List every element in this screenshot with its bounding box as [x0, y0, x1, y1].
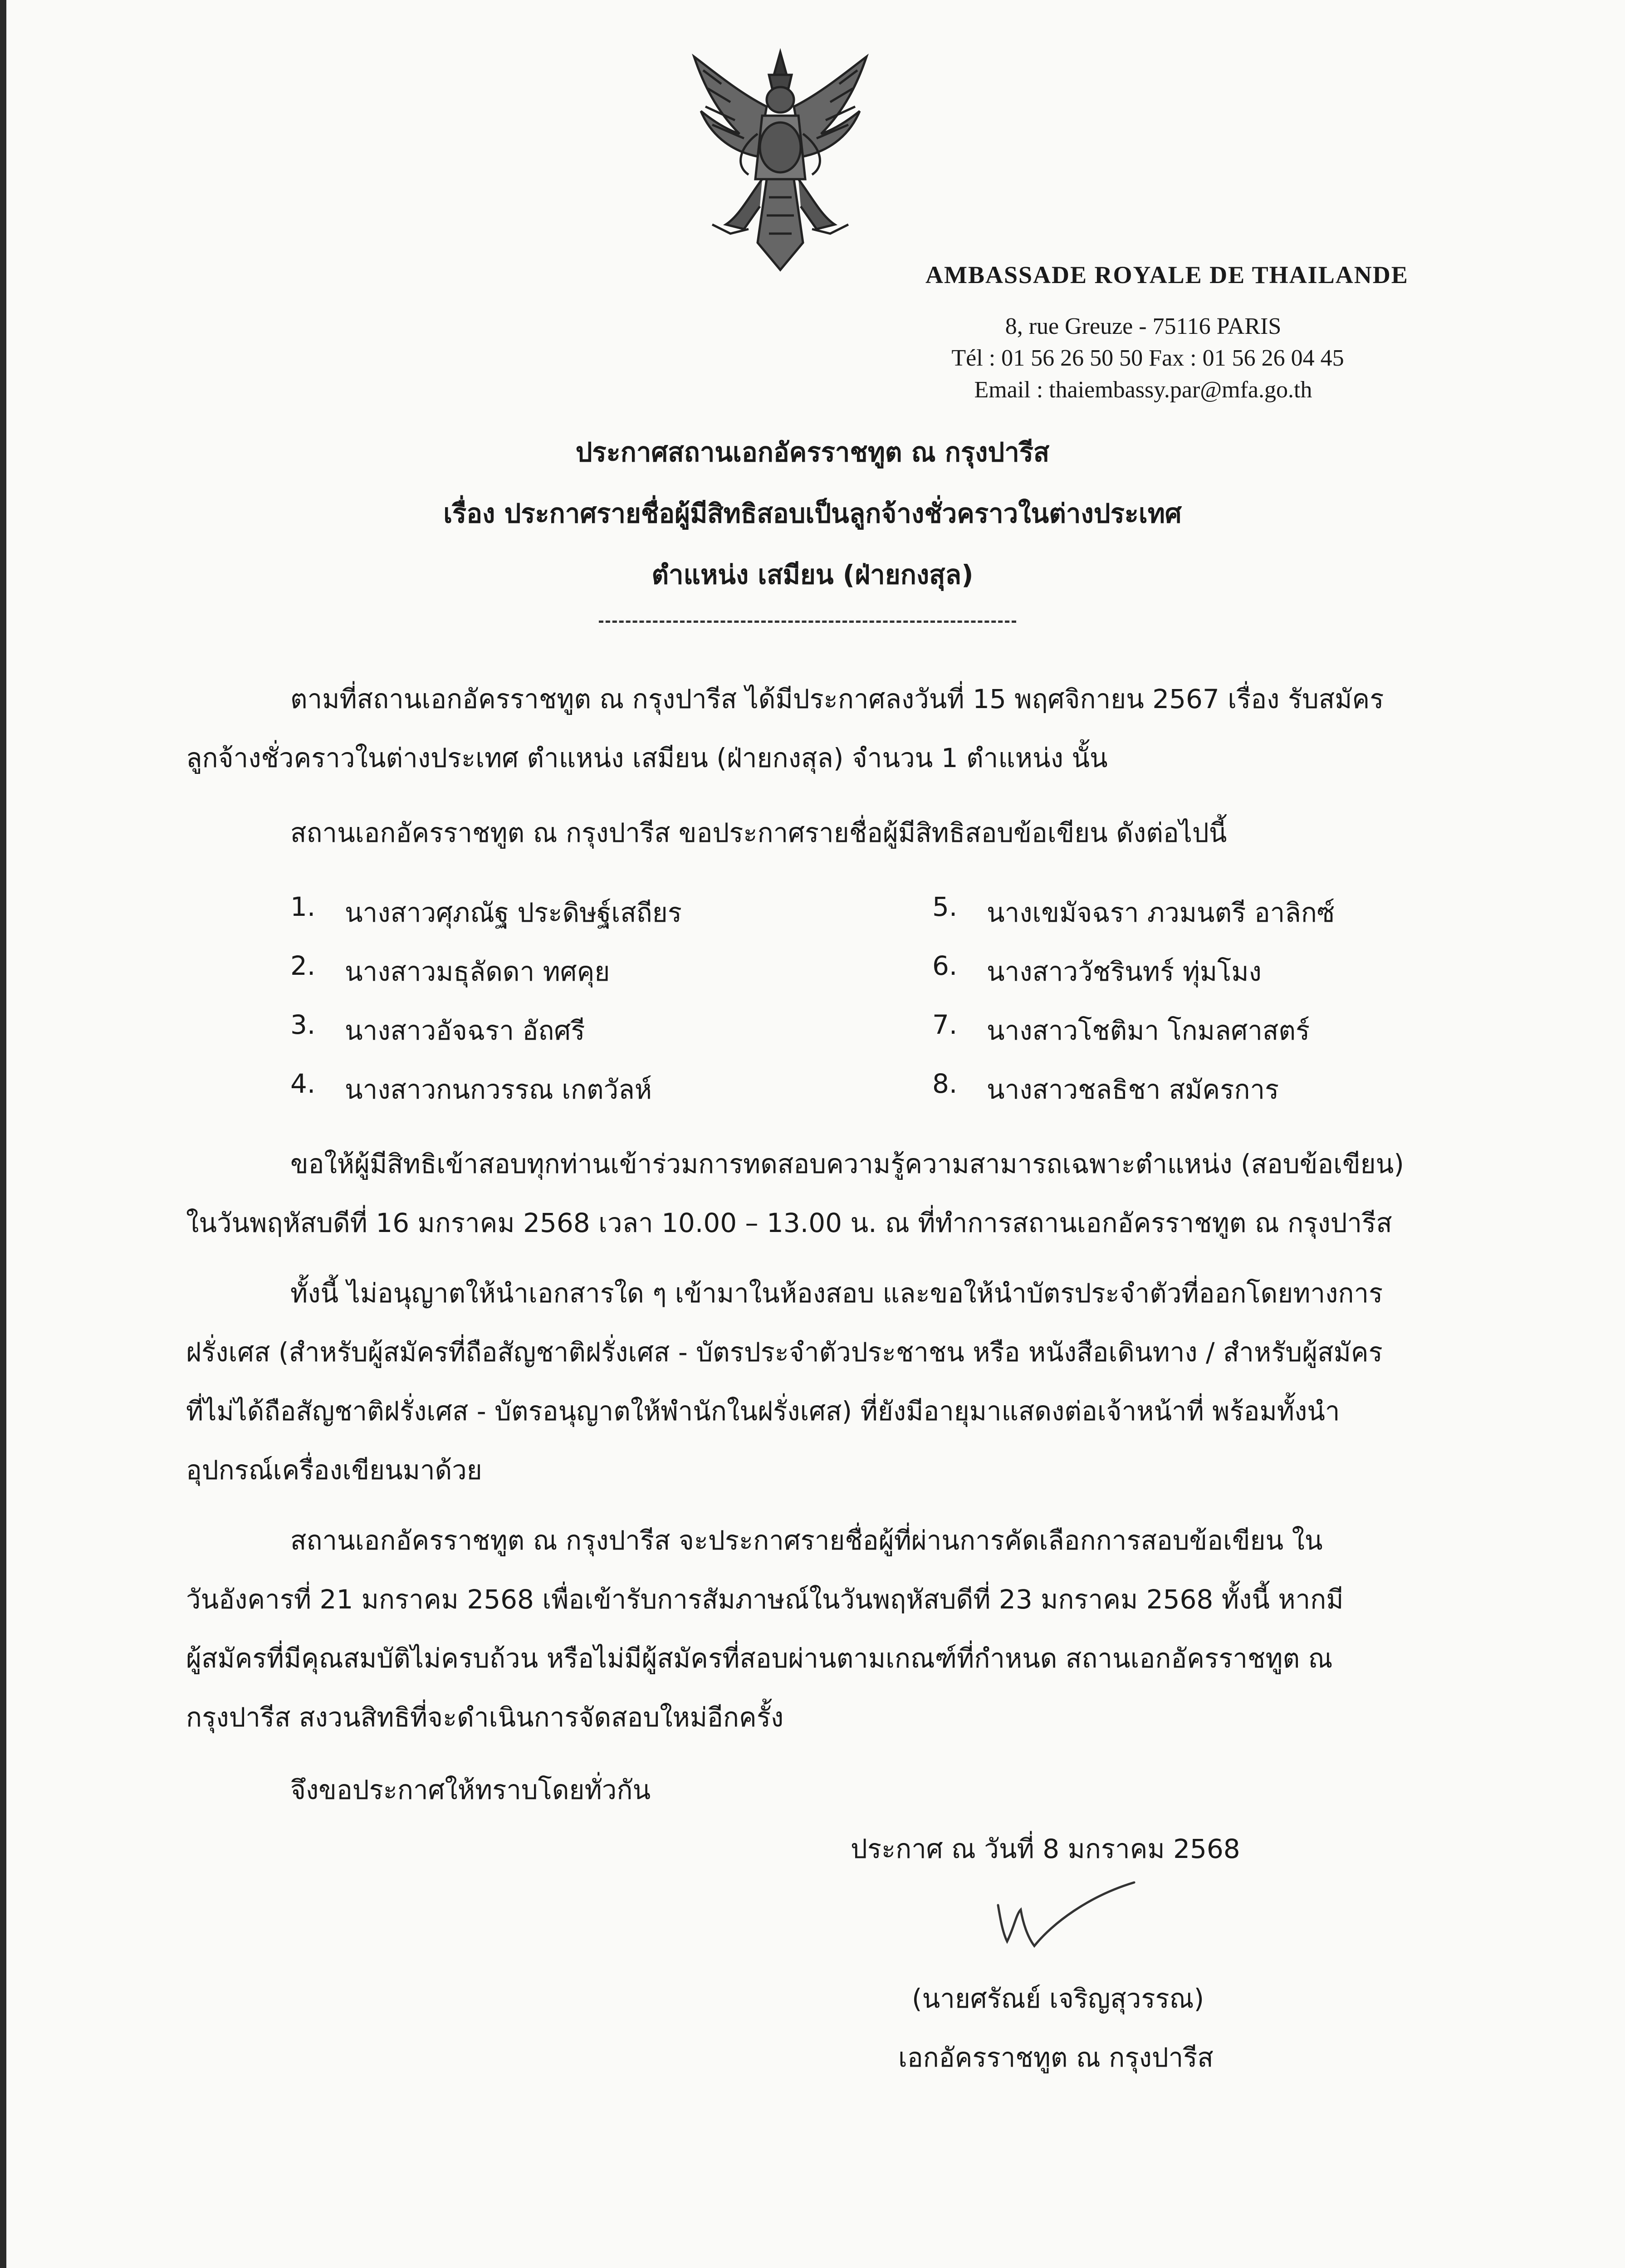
- paragraph-4-line-3: ที่ไม่ได้ถือสัญชาติฝรั่งเศส - บัตรอนุญาตให้พำนักในฝรั่งเศส) ที่ยังมีอายุมาแสดงต่อเจ้าหน้าที่ พร้อมทั้งนำ: [186, 1396, 1340, 1427]
- announcement-subject: เรื่อง ประกาศรายชื่อผู้มีสิทธิสอบเป็นลูกจ้างชั่วคราวในต่างประเทศ: [443, 498, 1182, 529]
- paragraph-4-line-4: อุปกรณ์เครื่องเขียนมาด้วย: [186, 1455, 482, 1486]
- candidate-name: นางสาวมธุลัดดา ทศคุย: [345, 956, 610, 987]
- embassy-email: Email : thaiembassy.par@mfa.go.th: [974, 377, 1312, 403]
- candidate-number: 1.: [290, 891, 316, 922]
- paragraph-5-line-2: วันอังคารที่ 21 มกราคม 2568 เพื่อเข้ารับการสัมภาษณ์ในวันพฤหัสบดีที่ 23 มกราคม 2568 ทั้งนี้ หากมี: [186, 1584, 1344, 1615]
- candidate-number: 7.: [932, 1009, 958, 1040]
- embassy-name: AMBASSADE ROYALE DE THAILANDE: [925, 261, 1409, 288]
- candidate-name: นางสาววัชรินทร์ ทุ่มโมง: [987, 956, 1262, 987]
- paragraph-4-line-1: ทั้งนี้ ไม่อนุญาตให้นำเอกสารใด ๆ เข้ามาในห้องสอบ และขอให้นำบัตรประจำตัวที่ออกโดยทางการ: [290, 1278, 1383, 1309]
- paragraph-3-line-1: ขอให้ผู้มีสิทธิเข้าสอบทุกท่านเข้าร่วมการทดสอบความรู้ความสามารถเฉพาะตำแหน่ง (สอบข้อเขียน): [290, 1149, 1404, 1179]
- signature-icon: [989, 1878, 1139, 1955]
- candidate-name: นางสาวกนกวรรณ เกตวัลห์: [345, 1074, 652, 1105]
- announcement-title: ประกาศสถานเอกอัครราชทูต ณ กรุงปารีส: [575, 437, 1050, 468]
- paragraph-5-line-3: ผู้สมัครที่มีคุณสมบัติไม่ครบถ้วน หรือไม่มีผู้สมัครที่สอบผ่านตามเกณฑ์ที่กำหนด สถานเอกอัครราชทูต ณ: [186, 1643, 1333, 1674]
- candidate-number: 5.: [932, 891, 958, 922]
- announcement-date: ประกาศ ณ วันที่ 8 มกราคม 2568: [851, 1833, 1240, 1864]
- paragraph-5-line-1: สถานเอกอัครราชทูต ณ กรุงปารีส จะประกาศรายชื่อผู้ที่ผ่านการคัดเลือกการสอบข้อเขียน ใน: [290, 1525, 1323, 1556]
- paragraph-5-line-4: กรุงปารีส สงวนสิทธิที่จะดำเนินการจัดสอบใหม่อีกครั้ง: [186, 1702, 784, 1733]
- candidate-number: 4.: [290, 1068, 316, 1099]
- paragraph-1-line-1: ตามที่สถานเอกอัครราชทูต ณ กรุงปารีส ได้มีประกาศลงวันที่ 15 พฤศจิกายน 2567 เรื่อง รับสมัคร: [290, 684, 1384, 714]
- paragraph-2: สถานเอกอัครราชทูต ณ กรุงปารีส ขอประกาศรายชื่อผู้มีสิทธิสอบข้อเขียน ดังต่อไปนี้: [290, 817, 1227, 848]
- candidate-number: 2.: [290, 950, 316, 981]
- embassy-address: 8, rue Greuze - 75116 PARIS: [1005, 313, 1282, 339]
- signer-title: เอกอัครราชทูต ณ กรุงปารีส: [898, 2042, 1214, 2073]
- paragraph-3-line-2: ในวันพฤหัสบดีที่ 16 มกราคม 2568 เวลา 10.00 – 13.00 น. ณ ที่ทำการสถานเอกอัครราชทูต ณ กรุงปารีส: [186, 1207, 1392, 1238]
- candidate-name: นางสาวโชติมา โกมลศาสตร์: [987, 1015, 1310, 1046]
- candidate-number: 6.: [932, 950, 958, 981]
- paragraph-4-line-2: ฝรั่งเศส (สำหรับผู้สมัครที่ถือสัญชาติฝรั่งเศส - บัตรประจำตัวประชาชน หรือ หนังสือเดินทาง / สำหรับผู้สมัคร: [186, 1337, 1383, 1368]
- candidate-number: 3.: [290, 1009, 316, 1040]
- candidate-name: นางเขมัจฉรา ภวมนตรี อาลิกซ์: [987, 897, 1335, 928]
- candidate-number: 8.: [932, 1068, 958, 1099]
- garuda-emblem-icon: [685, 43, 876, 279]
- candidate-name: นางสาวอัจฉรา อัถศรี: [345, 1015, 585, 1046]
- heading-divider: [599, 621, 1016, 623]
- announcement-position: ตำแหน่ง เสมียน (ฝ่ายกงสุล): [651, 559, 974, 590]
- paragraph-1-line-2: ลูกจ้างชั่วคราวในต่างประเทศ ตำแหน่ง เสมียน (ฝ่ายกงสุล) จำนวน 1 ตำแหน่ง นั้น: [186, 743, 1108, 773]
- candidate-name: นางสาวชลธิชา สมัครการ: [987, 1074, 1279, 1105]
- scan-edge-left: [0, 0, 6, 2268]
- signer-name: (นายศรัณย์ เจริญสุวรรณ): [912, 1983, 1204, 2014]
- candidate-name: นางสาวศุภณัฐ ประดิษฐ์เสถียร: [345, 897, 682, 928]
- paragraph-6: จึงขอประกาศให้ทราบโดยทั่วกัน: [290, 1774, 651, 1805]
- embassy-phone-fax: Tél : 01 56 26 50 50 Fax : 01 56 26 04 45: [951, 345, 1344, 371]
